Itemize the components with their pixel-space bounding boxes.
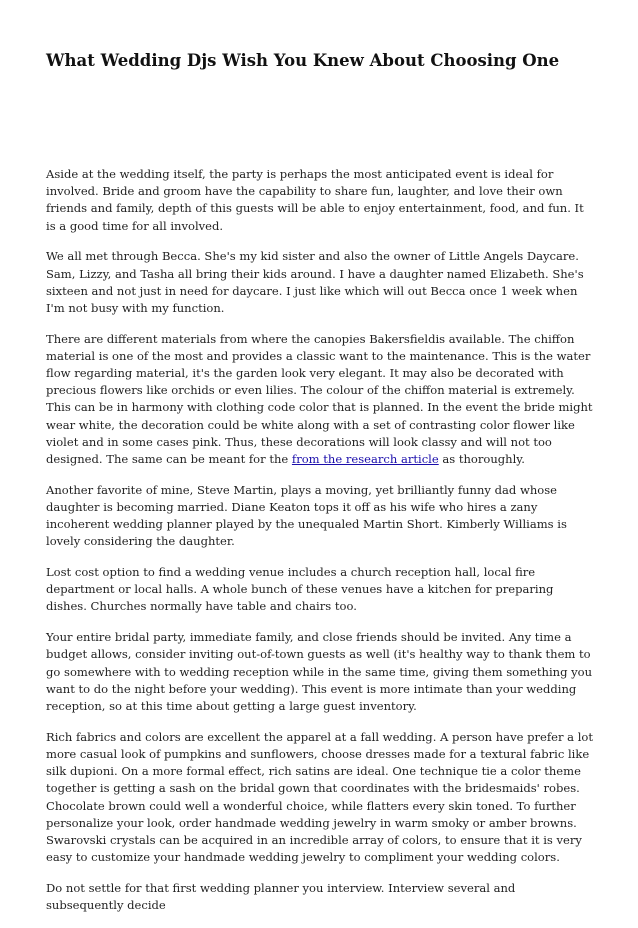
paragraph-2: We all met through Becca. She's my kid sister and also the owner of Little Angels Daycare. Sam, Lizzy, and Tasha all bring their kids around. I have a daughter named Elizabeth. She's sixteen and not just in need for daycare. I just like which will out Becca once 1 week when I'm not busy with my function.	[46, 249, 584, 315]
paragraph-3-text: There are different materials from where the canopies Bakersfieldis available. The chiffon material is one of the most and provides a classic want to the maintenance. This is the water flow regarding material, it's the garden look very elegant. It may also be decorated with precious flowers like orchids or even lilies. The colour of the chiffon material is extremely. This can be in harmony with clothing code color that is planned. In the event the bride might wear white, the decoration could be white along with a set of contrasting color flower like violet and in some cases pink. Thus, these decorations will look classy and will not too designed. The same can be meant for the	[46, 331, 593, 467]
paragraph-7: Rich fabrics and colors are excellent the apparel at a fall wedding. A person have prefer a lot more casual look of pumpkins and sunflowers, choose dresses made for a textural fabric like silk dupioni. On a more formal effect, rich satins are ideal. One technique tie a color theme together is getting a sash on the bridal gown that coordinates with the bridesmaids' robes. Chocolate brown could well a wonderful choice, while flatters every skin toned. To further personalize your look, order handmade wedding jewelry in warm smoky or amber browns. Swarovski crystals can be acquired in an incredible array of colors, to ensure that it is very easy to customize your handmade wedding jewelry to compliment your wedding colors.	[46, 729, 594, 865]
paragraph-8: Do not settle for that first wedding planner you interview. Interview several and subsequently decide	[46, 880, 516, 913]
paragraph-3	[46, 331, 596, 469]
article-title: What Wedding Djs Wish You Knew About Choosing One	[46, 51, 560, 70]
paragraph-5: Lost cost option to find a wedding venue includes a church reception hall, local fire department or local halls. A whole bunch of these venues have a kitchen for preparing dishes. Churches normally have table and chairs too.	[46, 565, 554, 614]
article-body	[46, 166, 596, 928]
paragraph-1: Aside at the wedding itself, the party is perhaps the most anticipated event is ideal for involved. Bride and groom have the capability to share fun, laughter, and love their own friends and family, depth of this guests will be able to enjoy entertainment, food, and fun. It is a good time for all involved.	[46, 167, 584, 233]
document-page	[46, 50, 596, 913]
research-article-link[interactable]: from the research article	[291, 452, 439, 467]
paragraph-3-tail: as thoroughly.	[438, 452, 525, 467]
paragraph-4: Another favorite of mine, Steve Martin, plays a moving, yet brilliantly funny dad whose daughter is becoming married. Diane Keaton tops it off as his wife who hires a zany incoherent wedding planner played by the unequaled Martin Short. Kimberly Williams is lovely considering the daughter.	[46, 482, 567, 549]
paragraph-6: Your entire bridal party, immediate family, and close friends should be invited. Any time a budget allows, consider inviting out-of-town guests as well (it's healthy way to thank them to go somewhere with to wedding reception while in the same time, giving them something you want to do the night before your wedding). This event is more intimate than your wedding reception, so at this time about getting a large guest inventory.	[46, 630, 593, 713]
